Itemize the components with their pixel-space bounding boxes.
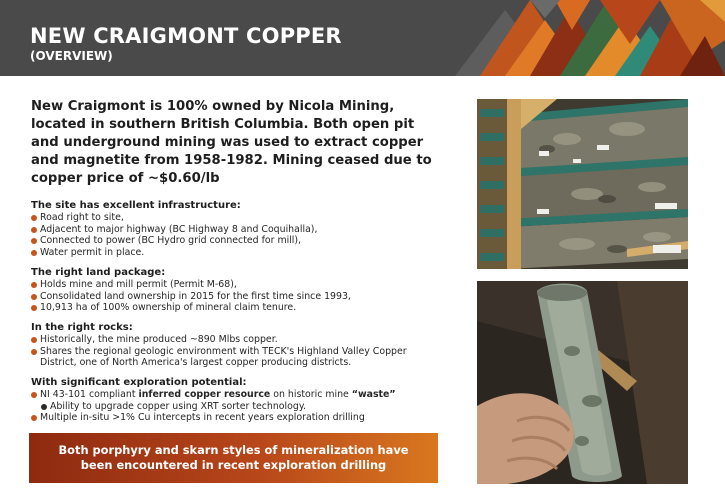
rocks-list [31, 334, 439, 369]
callout-box [29, 433, 438, 483]
list-item: Connected to power (BC Hydro grid connected for mill), [31, 235, 439, 247]
callout-text: Both porphyry and skarn styles of mineralization have been encountered in recent exploration drilling [58, 443, 409, 472]
text-emphasis: “waste” [351, 389, 396, 401]
list-item [31, 389, 439, 401]
list-item: Water permit in place. [31, 247, 439, 259]
section-title-infrastructure: The site has excellent infrastructure: [31, 200, 241, 211]
text-run: on historic mine [270, 389, 352, 401]
list-item: 10,913 ha of 100% ownership of mineral claim tenure. [31, 302, 439, 314]
list-item: Adjacent to major highway (BC Highway 8 and Coquihalla), [31, 224, 439, 236]
text-run: NI 43-101 compliant [40, 389, 139, 401]
core-trays-photo [477, 99, 688, 269]
lead-paragraph: New Craigmont is 100% owned by Nicola Mining, located in southern British Columbia. Both open pit and underground mining was used to extract copper and magnetite from 1958-1982. Mining ceased due to copper price of ~$0.60/lb [31, 99, 432, 186]
land-package-list [31, 279, 439, 314]
list-item: Holds mine and mill permit (Permit M-68), [31, 279, 439, 291]
list-item: Consolidated land ownership in 2015 for the first time since 1993, [31, 291, 439, 303]
list-item: Multiple in-situ >1% Cu intercepts in recent years exploration drilling [31, 412, 439, 424]
text-emphasis: inferred copper resource [138, 389, 271, 401]
list-item: Road right to site, [31, 212, 439, 224]
main-content [31, 98, 439, 424]
section-title-exploration: With significant exploration potential: [31, 377, 247, 389]
list-item: Historically, the mine produced ~890 Mlbs copper. [31, 334, 439, 346]
sub-list-item: Ability to upgrade copper using XRT sorter technology. [31, 401, 439, 413]
section-title-rocks: In the right rocks: [31, 321, 133, 333]
header-banner [0, 0, 725, 76]
drill-core-hand-photo [477, 281, 688, 484]
section-title-land-package: The right land package: [31, 266, 166, 278]
page-subtitle: (OVERVIEW) [30, 49, 113, 63]
list-item: Shares the regional geologic environment with TECK's Highland Valley Copper District, one of North America's largest copper producing districts. [31, 346, 439, 369]
page-title: NEW CRAIGMONT COPPER [30, 24, 342, 48]
infrastructure-list [31, 212, 439, 259]
exploration-list [31, 389, 439, 424]
